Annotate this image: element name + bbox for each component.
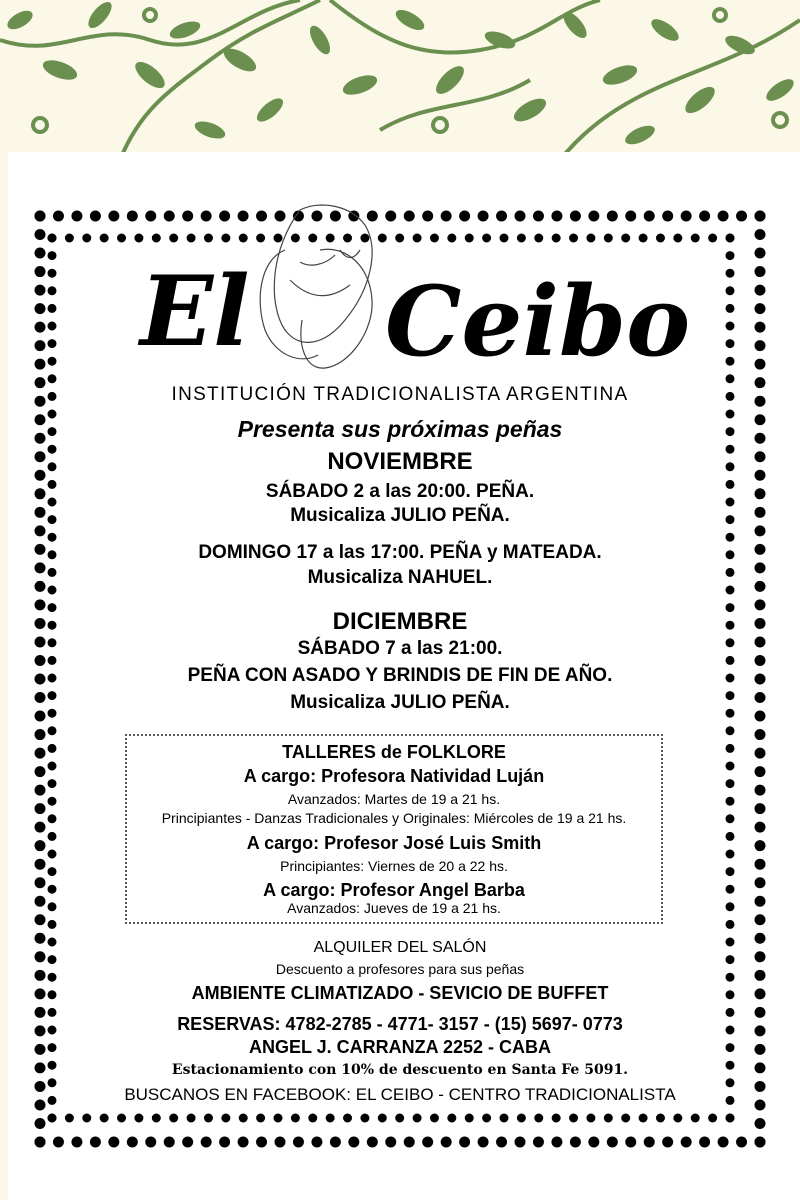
teacher-3: A cargo: Profesor Angel Barba xyxy=(263,880,525,900)
teacher-3-class-1: Avanzados: Jueves de 19 a 21 hs. xyxy=(287,900,501,916)
event-noviembre-2-music: Musicaliza NAHUEL. xyxy=(307,567,493,588)
event-noviembre-2-date: DOMINGO 17 a las 17:00. PEÑA y MATEADA. xyxy=(198,542,602,563)
brand-name-left: El xyxy=(140,255,250,368)
event-noviembre-1-music: Musicaliza JULIO PEÑA. xyxy=(290,505,510,526)
talleres-box xyxy=(125,734,663,924)
institution-subtitle: INSTITUCIÓN TRADICIONALISTA ARGENTINA xyxy=(171,384,629,405)
leaf-vine-decoration xyxy=(0,0,800,160)
ambiente-buffet: AMBIENTE CLIMATIZADO - SEVICIO DE BUFFET xyxy=(191,983,609,1003)
event-noviembre-1-date: SÁBADO 2 a las 20:00. PEÑA. xyxy=(265,481,535,502)
ceibo-flower-icon xyxy=(260,205,372,368)
teacher-1: A cargo: Profesora Natividad Luján xyxy=(243,766,545,786)
alquiler-salon: ALQUILER DEL SALÓN xyxy=(313,939,487,956)
brand-name-right: Ceibo xyxy=(385,265,691,378)
teacher-2: A cargo: Profesor José Luis Smith xyxy=(246,833,542,853)
event-diciembre-date: SÁBADO 7 a las 21:00. xyxy=(297,638,503,659)
tagline: Presenta sus próximas peñas xyxy=(237,416,563,442)
teacher-1-class-1: Avanzados: Martes de 19 a 21 hs. xyxy=(287,791,501,807)
event-diciembre-title: PEÑA CON ASADO Y BRINDIS DE FIN DE AÑO. xyxy=(187,665,613,686)
brand-logo xyxy=(0,200,800,380)
facebook-link[interactable]: BUSCANOS EN FACEBOOK: EL CEIBO - CENTRO TRADICIONALISTA xyxy=(124,1085,676,1104)
address: ANGEL J. CARRANZA 2252 - CABA xyxy=(248,1037,552,1057)
descuento-profesores: Descuento a profesores para sus peñas xyxy=(275,961,525,977)
talleres-title: TALLERES de FOLKLORE xyxy=(282,742,506,762)
month-diciembre: DICIEMBRE xyxy=(332,608,468,635)
teacher-2-class-1: Principiantes: Viernes de 20 a 22 hs. xyxy=(280,858,508,874)
month-noviembre: NOVIEMBRE xyxy=(327,448,473,475)
reservas-phones: RESERVAS: 4782-2785 - 4771- 3157 - (15) 5697- 0773 xyxy=(177,1014,623,1034)
event-diciembre-music: Musicaliza JULIO PEÑA. xyxy=(290,692,510,713)
parking-note: Estacionamiento con 10% de descuento en Santa Fe 5091. xyxy=(171,1062,629,1078)
teacher-1-class-2: Principiantes - Danzas Tradicionales y Originales: Miércoles de 19 a 21 hs. xyxy=(161,810,627,826)
